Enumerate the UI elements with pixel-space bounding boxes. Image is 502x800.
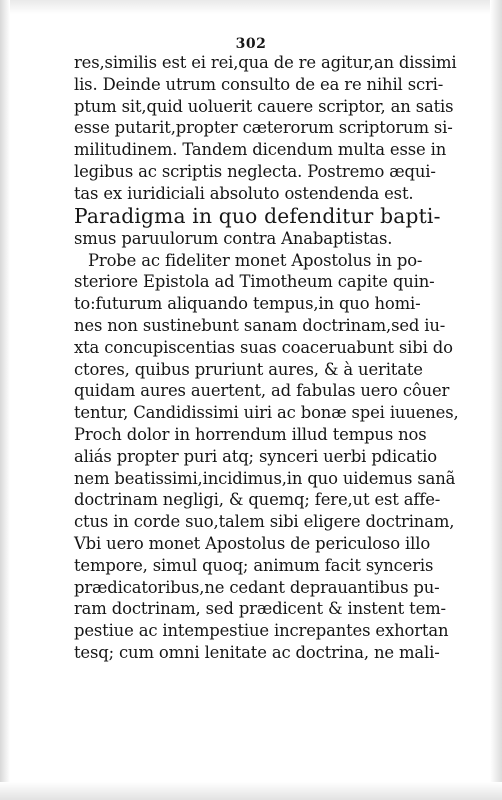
text-line: legibus ac scriptis neglecta. Postremo æqui- [74,161,436,181]
paragraph-line: nes non sustinebunt sanam doctrinam,sed iu- [74,315,446,335]
paragraph-line: quidam aures auertent, ad fabulas uero côuer [74,381,450,401]
paragraph-line: ctus in corde suo,talem sibi eligere doctrinam, [74,512,455,532]
paragraph-line: Probe ac fideliter monet Apostolus in po- [88,250,423,270]
scan-shadow-right [490,0,502,800]
scan-shadow-top [0,0,502,14]
paragraph-line: to:futurum aliquando tempus,in quo homi- [74,294,421,314]
paragraph-line: doctrinam negligi, & quemq; fere,ut est affe- [74,490,441,510]
text-line: esse putarit,propter cæterorum scriptorum si- [74,118,453,138]
section-subheading: smus paruulorum contra Anabaptistas. [74,228,393,248]
text-line: militudinem. Tandem dicendum multa esse in [74,140,447,160]
paragraph-line: Proch dolor in horrendum illud tempus nos [74,424,427,444]
text-line: ptum sit,quid uoluerit cauere scriptor, an satis [74,96,454,116]
paragraph-line: Vbi uero monet Apostolus de periculoso illo [74,533,431,553]
paragraph-line: prædicatoribus,ne cedant deprauantibus pu- [74,577,440,597]
paragraph-line: tesq; cum omni lenitate ac doctrina, ne mali- [74,642,440,662]
paragraph-line: aliás propter puri atq; synceri uerbi pdicatio [74,446,437,466]
text-block [74,52,466,664]
text-line: lis. Deinde utrum consulto de ea re nihil scri- [74,74,444,94]
section-heading: Paradigma in quo defenditur bapti- [74,203,441,228]
page-number: 302 [235,36,267,52]
text-line: tas ex iuridiciali absoluto ostendenda est. [74,183,414,203]
paragraph-line: pestiue ac intempestiue increpantes exhortan [74,621,449,641]
text-line: res,similis est ei rei,qua de re agitur,an dissimi [74,53,457,72]
scan-shadow-bottom [0,782,502,800]
paragraph-line: tempore, simul quoq; animum facit synceris [74,555,434,575]
paragraph-line: ram doctrinam, sed prædicent & instent tem- [74,599,446,619]
paragraph-line: tentur, Candidissimi uiri ac bonæ spei iuuenes, [74,403,459,423]
paragraph-line: nem beatissimi,incidimus,in quo uidemus sanã [74,468,456,488]
paragraph-line: ctores, quibus pruriunt aures, & à ueritate [74,359,423,379]
paragraph-line: xta concupiscentias suas coaceruabunt sibi do [74,337,453,357]
scan-shadow-left [0,0,10,800]
paragraph-line: steriore Epistola ad Timotheum capite quin- [74,272,435,292]
